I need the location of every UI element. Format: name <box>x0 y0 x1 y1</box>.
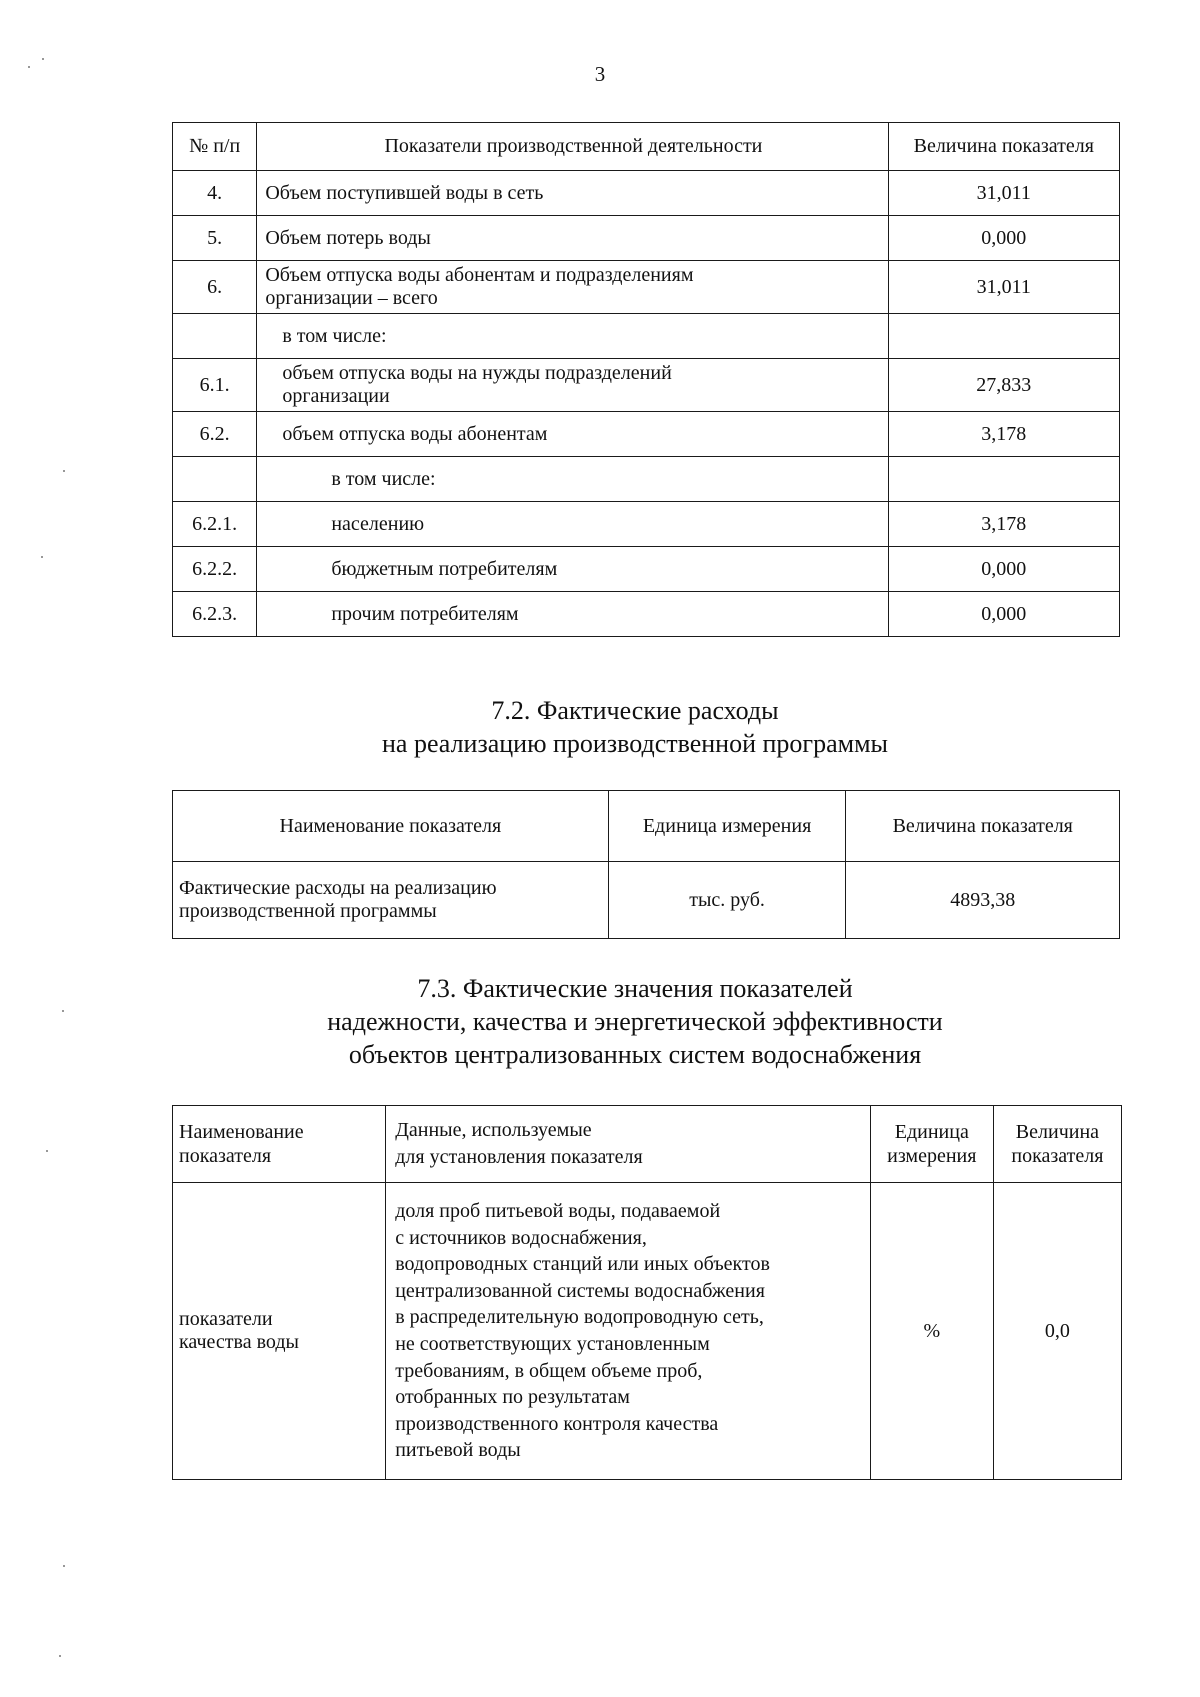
row-name: населению <box>257 502 888 547</box>
table-row <box>173 547 1120 592</box>
scan-speck <box>46 1150 48 1152</box>
row-unit: % <box>870 1183 993 1480</box>
header-indicator: Показатели производственной деятельности <box>257 123 888 171</box>
actual-expenses-table <box>172 790 1120 939</box>
table-header-row <box>173 1106 1122 1183</box>
page-number: 3 <box>594 62 606 86</box>
row-value: 0,0 <box>993 1183 1121 1480</box>
section-7-2-title-line: на реализацию производственной программы <box>381 729 888 758</box>
row-value: 31,011 <box>888 171 1119 216</box>
row-value <box>888 457 1119 502</box>
table-header-row <box>173 791 1120 862</box>
table-row <box>173 592 1120 637</box>
production-indicators-table <box>172 122 1120 637</box>
section-7-3-title-line: объектов централизованных систем водоснабжения <box>348 1040 922 1069</box>
section-7-2-title-line: 7.2. Фактические расходы <box>491 696 779 725</box>
table-header-row <box>173 123 1120 171</box>
row-source-data: доля проб питьевой воды, подаваемой с источников водоснабжения, водопроводных станций или иных объектов централизованной системы водоснабжения в распределительную водопроводную сеть, не соответствующих установленным требованиям, в общем объеме проб, отобранных по результатам производственного контроля качества питьевой воды <box>386 1183 871 1480</box>
row-value: 0,000 <box>888 216 1119 261</box>
row-value: 3,178 <box>888 412 1119 457</box>
section-7-3-title-line: 7.3. Фактические значения показателей <box>417 974 853 1003</box>
table-row <box>173 502 1120 547</box>
row-name: Объем отпуска воды абонентам и подразделениям организации – всего <box>257 261 888 314</box>
header-value: Величина показателя <box>846 791 1120 862</box>
header-number: № п/п <box>173 123 257 171</box>
row-name: бюджетным потребителям <box>257 547 888 592</box>
row-number: 6. <box>173 261 257 314</box>
scan-speck <box>62 1010 64 1012</box>
table-row <box>173 171 1120 216</box>
scan-speck <box>42 58 44 60</box>
row-name: прочим потребителям <box>257 592 888 637</box>
water-quality-indicators-table <box>172 1105 1122 1480</box>
scan-speck <box>28 66 30 68</box>
row-number: 6.2.2. <box>173 547 257 592</box>
row-name: Объем поступившей воды в сеть <box>257 171 888 216</box>
table-row <box>173 457 1120 502</box>
section-7-3-title-line: надежности, качества и энергетической эффективности <box>327 1007 943 1036</box>
row-number: 6.2.1. <box>173 502 257 547</box>
header-value: Величина показателя <box>888 123 1119 171</box>
header-indicator-name: Наименование показателя <box>173 1106 386 1183</box>
row-number <box>173 457 257 502</box>
row-name: объем отпуска воды на нужды подразделений организации <box>257 359 888 412</box>
table-row <box>173 359 1120 412</box>
table-row <box>173 862 1120 939</box>
row-unit: тыс. руб. <box>608 862 846 939</box>
row-number <box>173 314 257 359</box>
row-name: Фактические расходы на реализацию производственной программы <box>173 862 609 939</box>
row-name: показатели качества воды <box>173 1183 386 1480</box>
row-name: в том числе: <box>257 457 888 502</box>
row-value: 4893,38 <box>846 862 1120 939</box>
scan-speck <box>63 470 65 472</box>
table-row <box>173 1183 1122 1480</box>
row-name: объем отпуска воды абонентам <box>257 412 888 457</box>
table-row <box>173 261 1120 314</box>
row-value: 27,833 <box>888 359 1119 412</box>
row-name: в том числе: <box>257 314 888 359</box>
section-7-3-heading <box>0 972 1200 1071</box>
row-number: 5. <box>173 216 257 261</box>
row-number: 6.2. <box>173 412 257 457</box>
scan-speck <box>63 1565 65 1567</box>
scan-speck <box>59 1655 61 1657</box>
scan-speck <box>41 556 43 558</box>
table-row <box>173 412 1120 457</box>
row-value: 0,000 <box>888 547 1119 592</box>
row-value: 0,000 <box>888 592 1119 637</box>
header-indicator-name: Наименование показателя <box>173 791 609 862</box>
table-row <box>173 314 1120 359</box>
header-source-data: Данные, используемые для установления показателя <box>386 1106 871 1183</box>
header-unit: Единица измерения <box>608 791 846 862</box>
section-7-2-heading <box>0 694 1200 760</box>
header-value: Величина показателя <box>993 1106 1121 1183</box>
row-number: 6.2.3. <box>173 592 257 637</box>
header-unit: Единица измерения <box>870 1106 993 1183</box>
row-value: 3,178 <box>888 502 1119 547</box>
row-number: 4. <box>173 171 257 216</box>
table-row <box>173 216 1120 261</box>
row-value <box>888 314 1119 359</box>
row-value: 31,011 <box>888 261 1119 314</box>
row-name: Объем потерь воды <box>257 216 888 261</box>
row-number: 6.1. <box>173 359 257 412</box>
